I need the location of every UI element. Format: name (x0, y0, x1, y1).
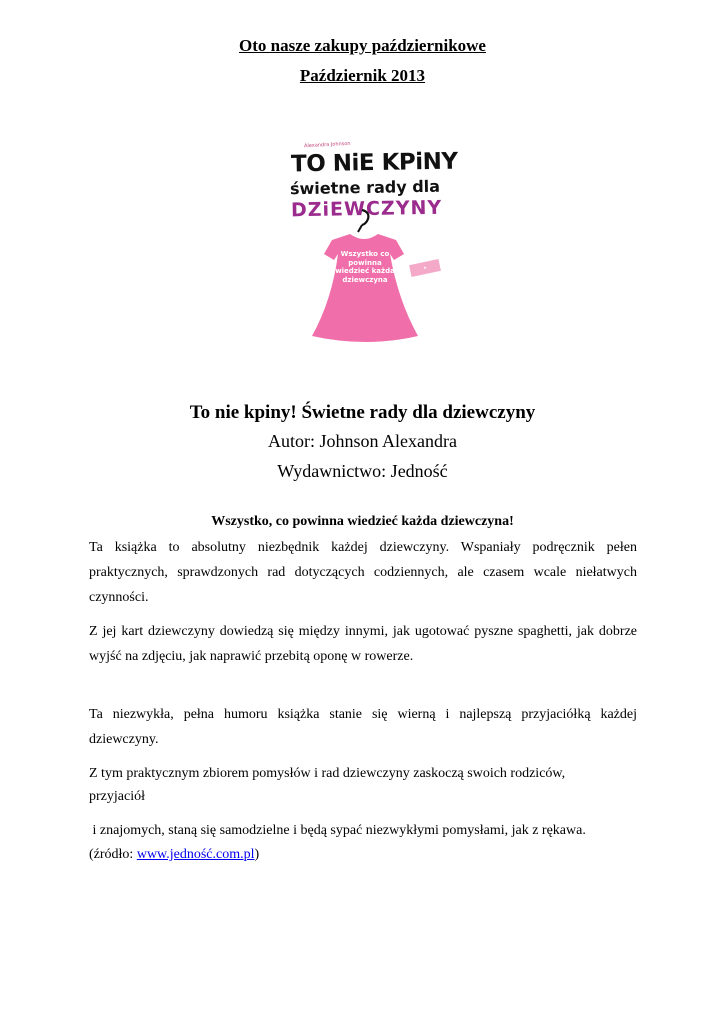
source-link[interactable]: www.jedność.com.pl (136, 847, 255, 862)
description-paragraph-5: i znajomych, staną się samodzielne i będą sypać niezwykłymi pomysłami, jak z rękawa. (89, 823, 586, 838)
description-paragraph-3: Ta niezwykła, pełna humoru książka stanie się wierną i najlepszą przyjaciółką każdej dziewczyny. (89, 707, 637, 747)
source-line (89, 842, 637, 867)
cover-dress-text: Wszystko co powinna wiedzieć każda dziewczyna (335, 250, 395, 284)
source-prefix: (źródło: (89, 847, 137, 862)
page-title: Oto nasze zakupy październikowe (239, 36, 486, 55)
source-suffix: ) (254, 847, 260, 862)
description-lead: Wszystko, co powinna wiedzieć każda dziewczyna! (211, 514, 514, 529)
cover-title-line2: świetne rady dla (289, 176, 441, 199)
cover-title-line1: TO NiE KPiNY (290, 148, 458, 178)
cover-author: Alexandra Johnson (303, 140, 351, 150)
cover-badge: ★ (409, 259, 441, 277)
book-author: Autor: Johnson Alexandra (268, 431, 457, 451)
cover-title-line3: DZiEWCZYNY (290, 196, 443, 222)
book-title: To nie kpiny! Świetne rady dla dziewczyny (189, 402, 536, 423)
book-cover-image (278, 138, 458, 344)
description-paragraph-4-cont: przyjaciół (89, 789, 145, 804)
page-subtitle-date: Październik 2013 (299, 66, 426, 85)
description-paragraph-4: Z tym praktycznym zbiorem pomysłów i rad dziewczyny zaskoczą swoich rodziców, (89, 766, 566, 781)
book-publisher: Wydawnictwo: Jedność (277, 461, 448, 481)
description-paragraph-1: Ta książka to absolutny niezbędnik każdej dziewczyny. Wspaniały podręcznik pełen praktycznych, sprawdzonych rad dotyczących codziennych, ale czasem wcale niełatwych czynności. (89, 540, 637, 605)
description-paragraph-2: Z jej kart dziewczyny dowiedzą się między innymi, jak ugotować pyszne spaghetti, jak dobrze wyjść na zdjęciu, jak naprawić przebitą oponę w rowerze. (89, 624, 637, 664)
